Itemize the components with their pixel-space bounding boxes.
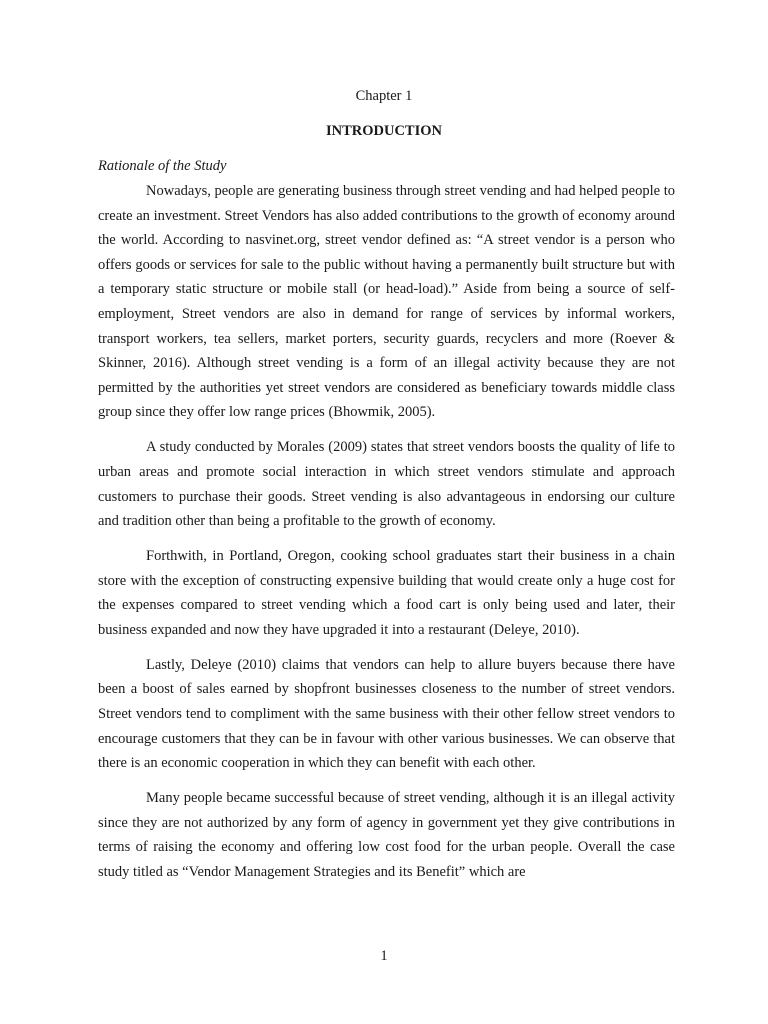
chapter-title: INTRODUCTION: [325, 123, 442, 139]
paragraph: Nowadays, people are generating business through street vending and had helped people to create an investment. Street Vendors has also added contributions to the growth of economy around the world. According to nasvinet.org, street vendor defined as: “A street vendor is a person who offers goods or services for sale to the public without having a permanently built structure but with a temporary static structure or mobile stall (or head-load).” Aside from being a source of self-employment, Street vendors are also in demand for range of services by informal workers, transport workers, tea sellers, market porters, security guards, recyclers and more (Roever & Skinner, 2016). Although street vending is a form of an illegal activity because they are not permitted by the authorities yet street vendors are considered as beneficiary towards middle class group since they offer low range prices (Bhowmik, 2005).: [98, 183, 675, 421]
paragraph: Forthwith, in Portland, Oregon, cooking school graduates start their business in a chain store with the exception of constructing expensive building that would create only a huge cost for the expenses compared to street vending which a food cart is only being used and later, their business expanded and now they have upgraded it into a restaurant (Deleye, 2010).: [98, 548, 675, 638]
section-heading: Rationale of the Study: [98, 158, 227, 174]
paragraph: A study conducted by Morales (2009) states that street vendors boosts the quality of life to urban areas and promote social interaction in which street vendors stimulate and approach customers to purchase their goods. Street vending is also advantageous in endorsing our culture and tradition other than being a profitable to the growth of economy.: [98, 439, 675, 530]
paragraph: Lastly, Deleye (2010) claims that vendors can help to allure buyers because there have been a boost of sales earned by shopfront businesses closeness to the number of street vendors. Street vendors tend to compliment with the same business with their other fellow street vendors to encourage customers that they can be in favour with other various businesses. We can observe that there is an economic cooperation in which they can benefit with each other.: [98, 656, 675, 772]
body-text: [98, 179, 675, 885]
chapter-label: Chapter 1: [355, 88, 413, 104]
page-number: 1: [380, 948, 388, 964]
paragraph: Many people became successful because of street vending, although it is an illegal activity since they are not authorized by any form of agency in government yet they give contributions in terms of raising the economy and offering low cost food for the urban people. Overall the case study titled as “Vendor Management Strategies and its Benefit” which are: [98, 790, 675, 880]
